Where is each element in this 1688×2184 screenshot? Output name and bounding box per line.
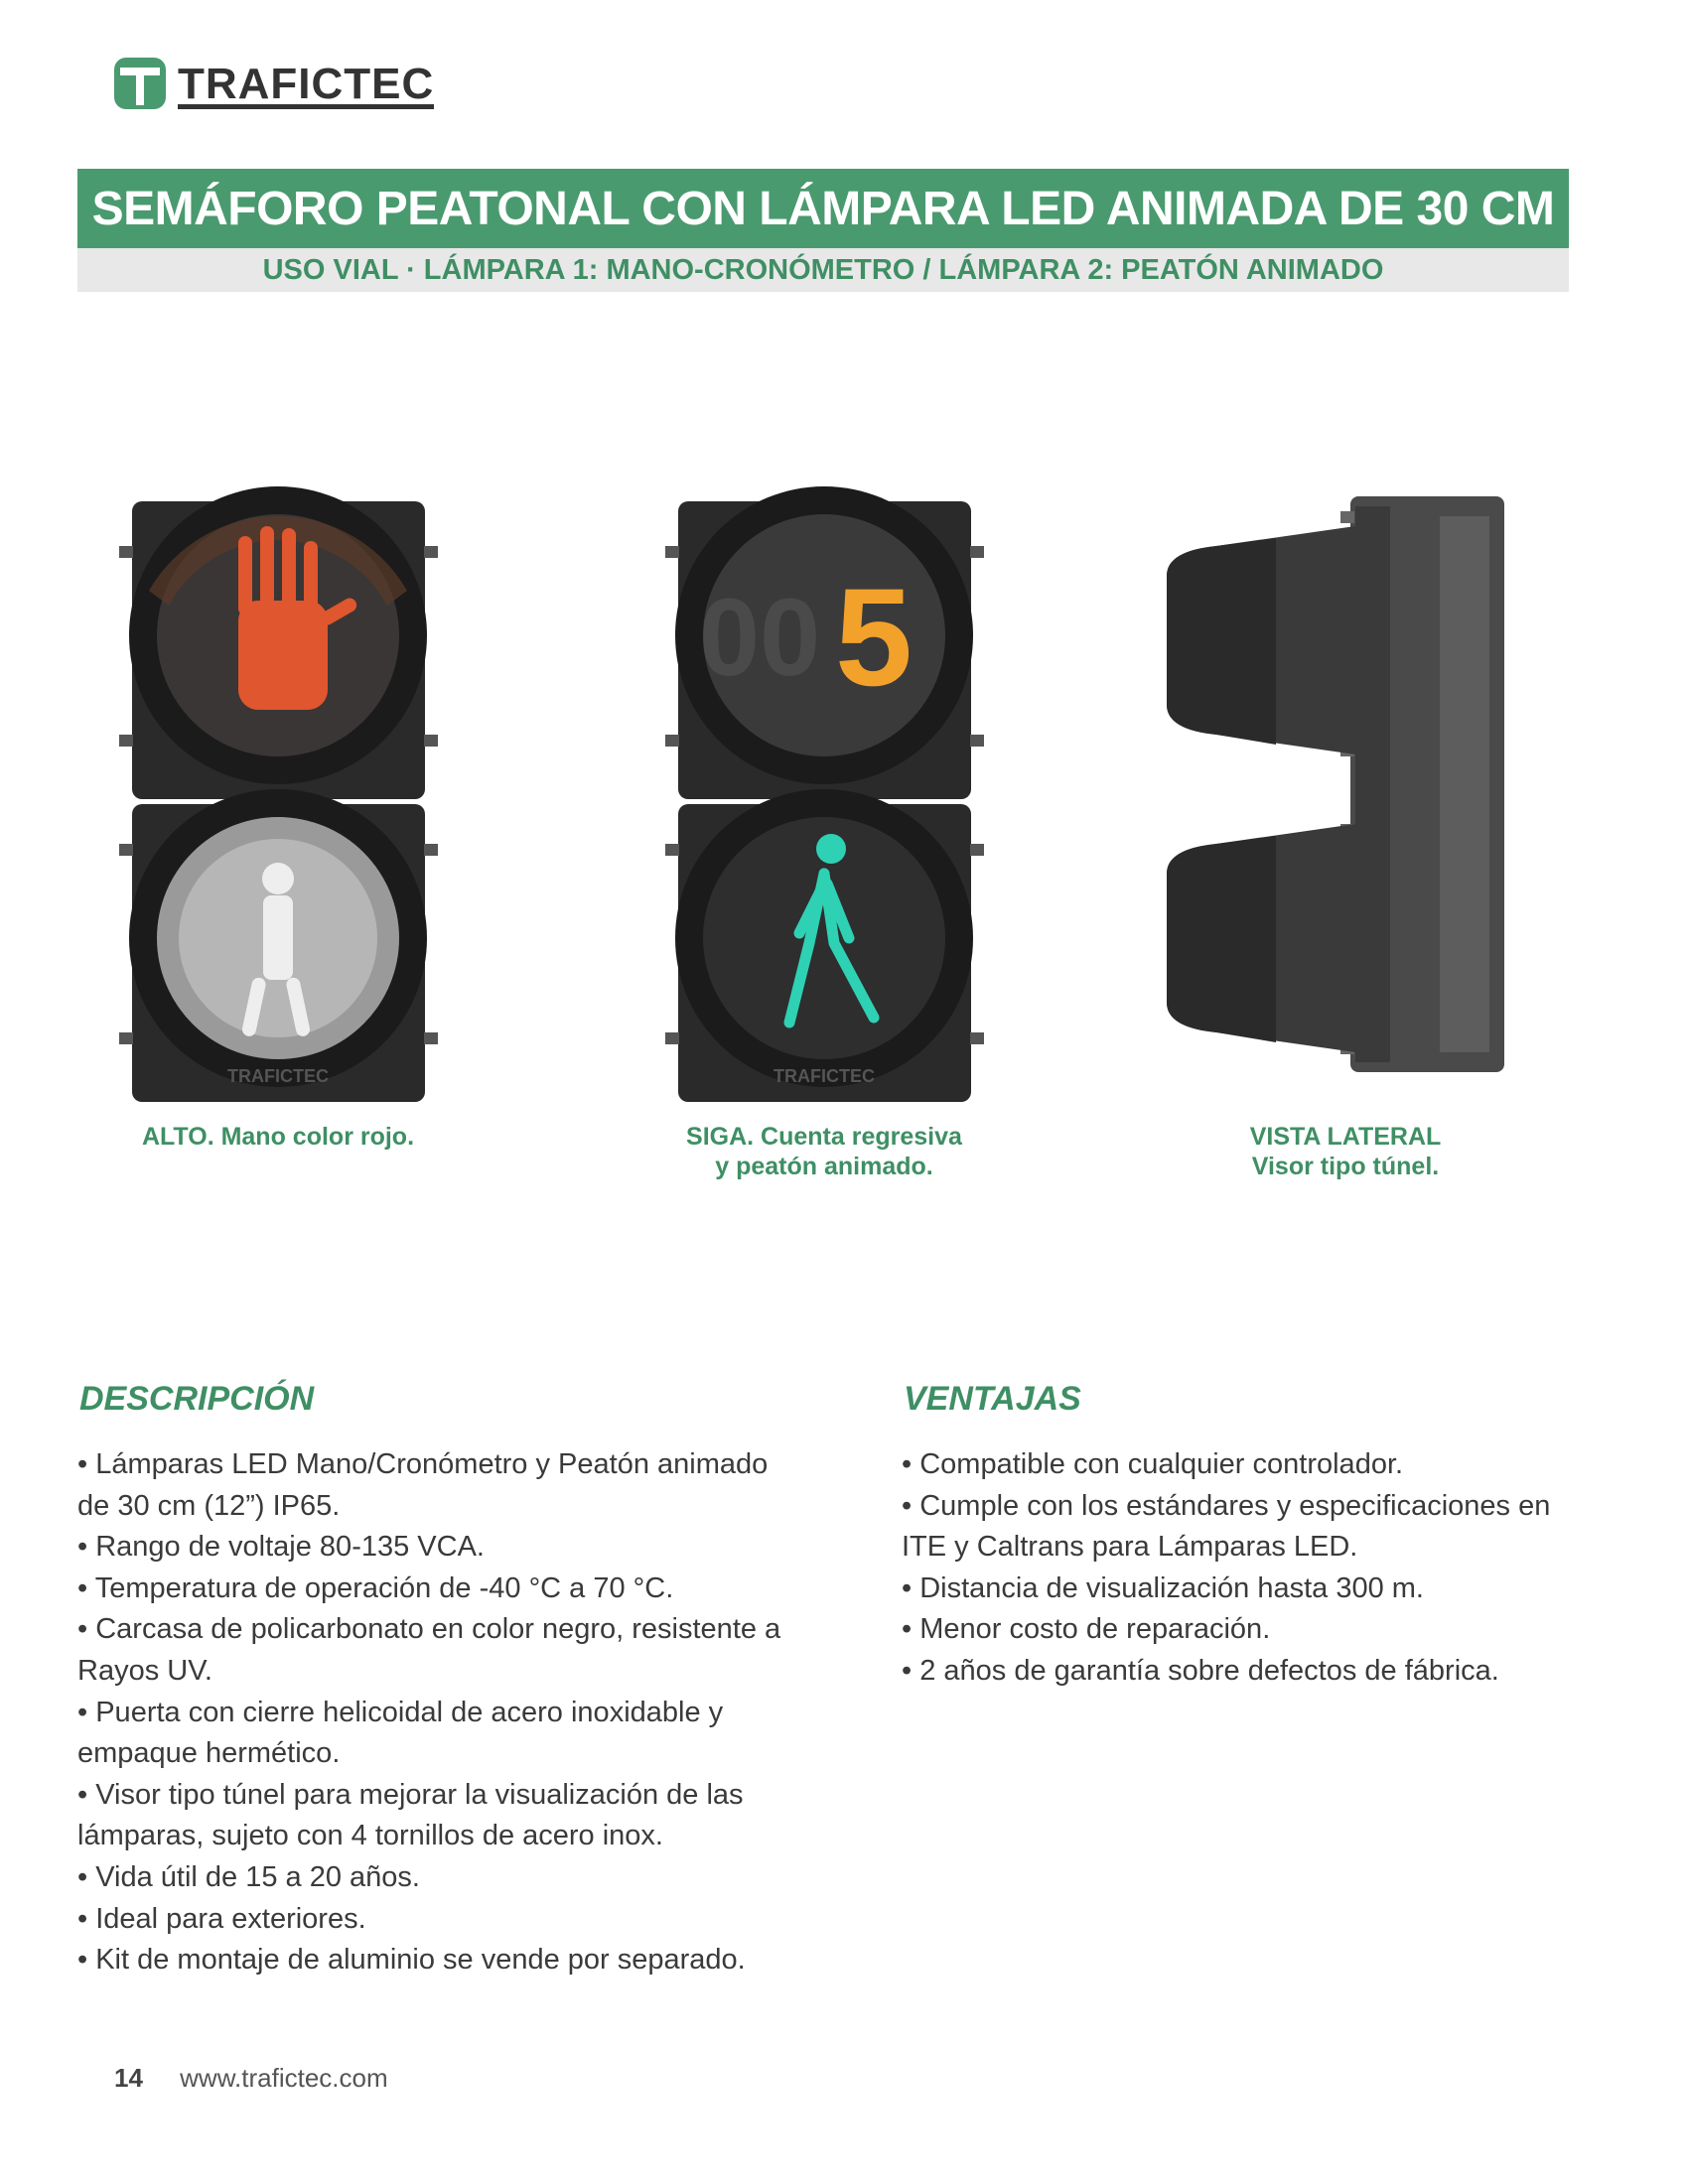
caption-stop (94, 1122, 462, 1152)
list-item: • Temperatura de operación de -40 °C a 70 °C. (77, 1569, 792, 1610)
list-item: • Rango de voltaje 80-135 VCA. (77, 1527, 792, 1569)
walk-countdown-signal-image (660, 467, 988, 1102)
descripcion-list (77, 1444, 792, 1981)
caption-walk-line2: y peatón animado. (715, 1153, 933, 1180)
descripcion-heading: DESCRIPCIÓN (79, 1380, 315, 1418)
trafictec-logo (114, 58, 434, 109)
page-subtitle: USO VIAL · LÁMPARA 1: MANO-CRONÓMETRO / LÁMPARA 2: PEATÓN ANIMADO (262, 253, 1384, 286)
list-item: • Distancia de visualización hasta 300 m. (902, 1569, 1577, 1610)
ventajas-heading: VENTAJAS (904, 1380, 1081, 1418)
caption-walk-line1: SIGA. Cuenta regresiva (686, 1123, 962, 1151)
list-item: • Vida útil de 15 a 20 años. (77, 1857, 792, 1899)
page-number: 14 (114, 2063, 143, 2093)
page-title: SEMÁFORO PEATONAL CON LÁMPARA LED ANIMADA DE 30 CM (91, 182, 1555, 235)
list-item: • Puerta con cierre helicoidal de acero inoxidable y empaque hermético. (77, 1693, 792, 1775)
brand-name: TRAFICTEC (178, 59, 435, 108)
side-view-signal-image (1157, 467, 1534, 1102)
list-item: • Ideal para exteriores. (77, 1899, 792, 1941)
side-view-signal-icon (1157, 467, 1534, 1102)
list-item: • Cumple con los estándares y especificaciones en ITE y Caltrans para Lámparas LED. (902, 1486, 1577, 1569)
stop-hand-signal-image (114, 467, 442, 1102)
list-item: • Kit de montaje de aluminio se vende por separado. (77, 1940, 792, 1981)
title-bar (77, 169, 1569, 248)
list-item: • Lámparas LED Mano/Cronómetro y Peatón animado de 30 cm (12”) IP65. (77, 1444, 792, 1527)
caption-side-line1: VISTA LATERAL (1249, 1123, 1442, 1151)
list-item: • Visor tipo túnel para mejorar la visualización de las lámparas, sujeto con 4 tornillos de acero inox. (77, 1775, 792, 1857)
subtitle-bar (77, 248, 1569, 292)
list-item: • 2 años de garantía sobre defectos de fábrica. (902, 1651, 1577, 1693)
website-url: www.trafictec.com (180, 2063, 388, 2093)
svg-text:TRAFICTEC: TRAFICTEC (227, 1066, 329, 1086)
footer (114, 2063, 388, 2094)
walk-countdown-signal-icon (660, 467, 988, 1102)
list-item: • Menor costo de reparación. (902, 1609, 1577, 1651)
caption-stop-line1: ALTO. Mano color rojo. (141, 1123, 415, 1151)
svg-text:TRAFICTEC: TRAFICTEC (774, 1066, 875, 1086)
stop-hand-signal-icon (114, 467, 442, 1102)
ventajas-list (902, 1444, 1577, 1693)
caption-side-line2: Visor tipo túnel. (1251, 1153, 1440, 1180)
trafictec-logo-icon (114, 58, 166, 109)
svg-text:00: 00 (698, 577, 821, 699)
countdown-digit: 5 (835, 559, 913, 715)
caption-walk (640, 1122, 1008, 1181)
list-item: • Compatible con cualquier controlador. (902, 1444, 1577, 1486)
list-item: • Carcasa de policarbonato en color negro, resistente a Rayos UV. (77, 1609, 792, 1692)
caption-side (1162, 1122, 1529, 1181)
